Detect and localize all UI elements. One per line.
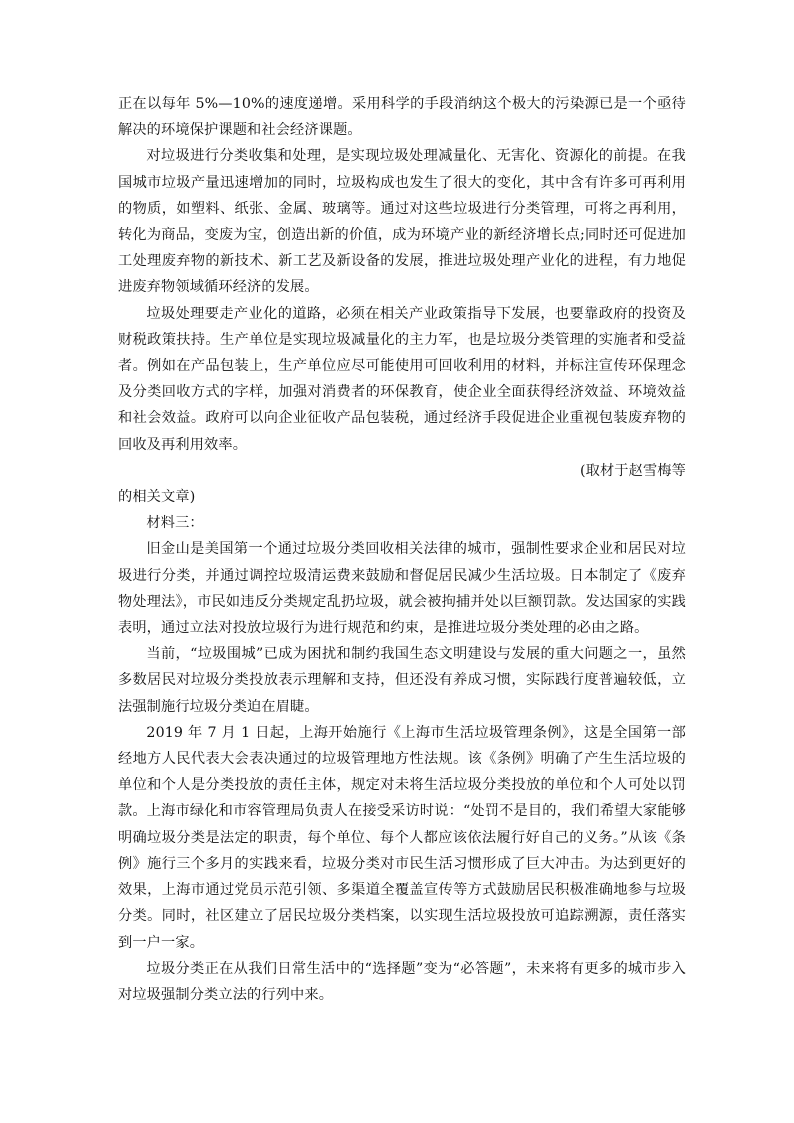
- paragraph-industrialization: 垃圾处理要走产业化的道路，必须在相关产业政策指导下发展，也要靠政府的投资及财税政策扶持。生产单位是实现垃圾减量化的主力军，也是垃圾分类管理的实施者和受益者。例如在产品包装上，生产单位应尽可能使用可回收利用的材料，并标注宣传环保理念及分类回收方式的字样，加强对消费者的环保教育，使企业全面获得经济效益、环境效益和社会效益。政府可以向企业征收产品包装税，通过经济手段促进企业重视包装废弃物的回收及再利用效率。: [118, 305, 686, 453]
- paragraph-continuation: 正在以每年 5%—10%的速度递增。采用科学的手段消纳这个极大的污染源已是一个亟待解决的环境保护课题和社会经济课题。: [118, 96, 686, 139]
- paragraph-garbage-siege: 当前，“垃圾围城”已成为困扰和制约我国生态文明建设与发展的重大问题之一，虽然多数居民对垃圾分类投放表示理解和支持，但还没有养成习惯，实际践行度普遍较低，立法强制施行垃圾分类迫在眉睫。: [118, 646, 686, 715]
- paragraph-conclusion: 垃圾分类正在从我们日常生活中的“选择题”变为“必答题”，未来将有更多的城市步入对垃圾强制分类立法的行列中来。: [118, 960, 686, 1003]
- source-citation: (取材于赵雪梅等: [579, 462, 686, 479]
- paragraph-shanghai-regulation: 2019 年 7 月 1 日起，上海开始施行《上海市生活垃圾管理条例》，这是全国第一部经地方人民代表大会表决通过的垃圾管理地方性法规。该《条例》明确了产生生活垃圾的单位和个人是分类投放的责任主体，规定对未将生活垃圾分类投放的单位和个人可处以罚款。上海市绿化和市容管理局负责人在接受采访时说：“处罚不是目的，我们希望大家能够明确垃圾分类是法定的职责，每个单位、每个人都应该依法履行好自己的义务。”从该《条例》施行三个多月的实践来看，垃圾分类对市民生活习惯形成了巨大冲击。为达到更好的效果，上海市通过党员示范引领、多渠道全覆盖宣传等方式鼓励居民积极准确地参与垃圾分类。同时，社区建立了居民垃圾分类档案，以实现生活垃圾投放可追踪溯源，责任落实到一户一家。: [118, 724, 686, 951]
- material-three-heading: 材料三：: [146, 515, 204, 532]
- document-body: [118, 91, 686, 1008]
- paragraph-foreign-legislation: 旧金山是美国第一个通过垃圾分类回收相关法律的城市，强制性要求企业和居民对垃圾进行分类，并通过调控垃圾清运费来鼓励和督促居民减少生活垃圾。日本制定了《废弃物处理法》，市民如违反分类规定乱扔垃圾，就会被拘捕并处以巨额罚款。发达国家的实践表明，通过立法对投放垃圾行为进行规范和约束，是推进垃圾分类处理的必由之路。: [118, 541, 686, 637]
- source-citation-continued: 的相关文章): [118, 489, 196, 506]
- paragraph-sorting-collection: 对垃圾进行分类收集和处理，是实现垃圾处理减量化、无害化、资源化的前提。在我国城市垃圾产量迅速增加的同时，垃圾构成也发生了很大的变化，其中含有许多可再利用的物质，如塑料、纸张、金属、玻璃等。通过对这些垃圾进行分类管理，可将之再利用，转化为商品，变废为宝，创造出新的价值，成为环境产业的新经济增长点;同时还可促进加工处理废弃物的新技术、新工艺及新设备的发展，推进垃圾处理产业化的进程，有力地促进废弃物领域循环经济的发展。: [118, 148, 686, 296]
